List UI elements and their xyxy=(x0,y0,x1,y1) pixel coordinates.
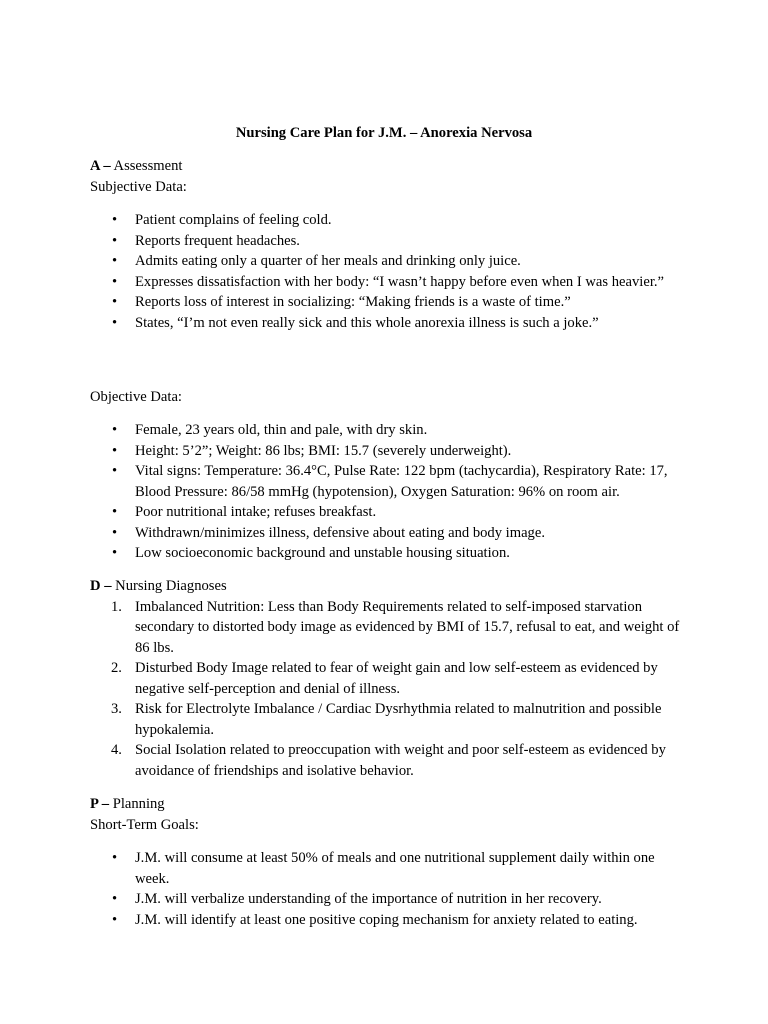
list-item xyxy=(90,420,690,441)
numbered-item xyxy=(90,658,690,699)
item-number: 3. xyxy=(111,701,122,717)
bullet-icon: • xyxy=(112,422,118,438)
list-item xyxy=(90,910,690,931)
bullet-icon: • xyxy=(112,891,118,907)
objective-list xyxy=(90,420,690,564)
bullet-icon: • xyxy=(112,463,118,479)
planning-heading xyxy=(90,794,690,815)
planning-section xyxy=(90,794,690,835)
short-term-heading: Short-Term Goals: xyxy=(90,816,199,833)
objective-heading-block xyxy=(90,387,690,408)
diagnoses-letter: D – xyxy=(90,578,112,594)
list-item xyxy=(90,461,690,502)
numbered-item-text: Imbalanced Nutrition: Less than Body Requirements related to self-imposed starvation secondary to distorted body image as evidenced by BMI of 15.7, refusal to eat, and weight of 86 lbs. xyxy=(135,598,680,656)
bullet-icon: • xyxy=(112,911,118,928)
list-item xyxy=(90,272,690,293)
item-number: 2. xyxy=(111,660,122,676)
numbered-item xyxy=(90,597,690,659)
list-item-text: Admits eating only a quarter of her meals and drinking only juice. xyxy=(135,253,521,269)
short-term-list xyxy=(90,848,690,930)
diagnoses-list xyxy=(90,597,690,782)
bullet-icon: • xyxy=(112,545,118,561)
document-title: Nursing Care Plan for J.M. – Anorexia Nervosa xyxy=(235,125,533,141)
assessment-label: Assessment xyxy=(113,158,183,174)
bullet-icon: • xyxy=(112,850,118,866)
item-number: 1. xyxy=(111,598,122,615)
numbered-item-text: Disturbed Body Image related to fear of weight gain and low self-esteem as evidenced by negative self-perception and denial of illness. xyxy=(135,660,658,697)
diagnoses-heading xyxy=(90,576,690,597)
diagnoses-label: Nursing Diagnoses xyxy=(115,578,227,594)
list-item-text: J.M. will consume at least 50% of meals and one nutritional supplement daily within one week. xyxy=(135,850,655,887)
list-item xyxy=(90,502,690,523)
list-item xyxy=(90,523,690,544)
item-number: 4. xyxy=(111,742,122,758)
list-item xyxy=(90,543,690,564)
list-item-text: Reports frequent headaches. xyxy=(135,232,300,249)
subjective-list xyxy=(90,210,690,333)
list-item xyxy=(90,292,690,313)
diagnoses-section xyxy=(90,576,690,781)
bullet-icon: • xyxy=(112,232,118,249)
list-item xyxy=(90,231,690,252)
list-item xyxy=(90,889,690,910)
list-item-text: Reports loss of interest in socializing: “Making friends is a waste of time.” xyxy=(135,294,571,310)
numbered-item xyxy=(90,740,690,781)
assessment-heading xyxy=(90,156,690,177)
bullet-icon: • xyxy=(112,273,118,290)
planning-letter: P – xyxy=(90,796,110,812)
bullet-icon: • xyxy=(112,524,118,541)
list-item-text: Poor nutritional intake; refuses breakfast. xyxy=(135,504,377,520)
bullet-icon: • xyxy=(112,314,118,331)
list-item xyxy=(90,441,690,462)
list-item-text: J.M. will verbalize understanding of the importance of nutrition in her recovery. xyxy=(135,891,602,907)
objective-heading: Objective Data: xyxy=(90,389,182,405)
list-item-text: Expresses dissatisfaction with her body: “I wasn’t happy before even when I was heavier.” xyxy=(135,273,664,290)
list-item-text: Patient complains of feeling cold. xyxy=(135,212,332,228)
list-item xyxy=(90,251,690,272)
list-item-text: Vital signs: Temperature: 36.4°C, Pulse Rate: 122 bpm (tachycardia), Respiratory Rate: 17, Blood Pressure: 86/58 mmHg (hypotension), Oxygen Saturation: 96% on room air. xyxy=(135,463,668,500)
numbered-item xyxy=(90,699,690,740)
bullet-icon: • xyxy=(112,504,118,520)
list-item-text: Low socioeconomic background and unstable housing situation. xyxy=(135,545,510,561)
list-item-text: Female, 23 years old, thin and pale, with dry skin. xyxy=(135,422,428,438)
numbered-item-text: Risk for Electrolyte Imbalance / Cardiac Dysrhythmia related to malnutrition and possible hypokalemia. xyxy=(135,701,662,738)
bullet-icon: • xyxy=(112,212,118,228)
assessment-letter: A – xyxy=(90,158,111,174)
list-item xyxy=(90,210,690,231)
bullet-icon: • xyxy=(112,294,118,310)
list-item-text: J.M. will identify at least one positive coping mechanism for anxiety related to eating. xyxy=(135,911,638,928)
numbered-item-text: Social Isolation related to preoccupation with weight and poor self-esteem as evidenced by avoidance of friendships and isolative behavior. xyxy=(135,742,666,779)
bullet-icon: • xyxy=(112,253,118,269)
bullet-icon: • xyxy=(112,442,118,459)
list-item-text: Withdrawn/minimizes illness, defensive about eating and body image. xyxy=(135,524,545,541)
subjective-heading: Subjective Data: xyxy=(90,178,187,195)
list-item-text: Height: 5’2”; Weight: 86 lbs; BMI: 15.7 (severely underweight). xyxy=(135,442,512,459)
assessment-section xyxy=(90,156,690,197)
planning-label: Planning xyxy=(112,796,165,812)
list-item-text: States, “I’m not even really sick and this whole anorexia illness is such a joke.” xyxy=(135,314,599,331)
list-item xyxy=(90,313,690,334)
list-item xyxy=(90,848,690,889)
